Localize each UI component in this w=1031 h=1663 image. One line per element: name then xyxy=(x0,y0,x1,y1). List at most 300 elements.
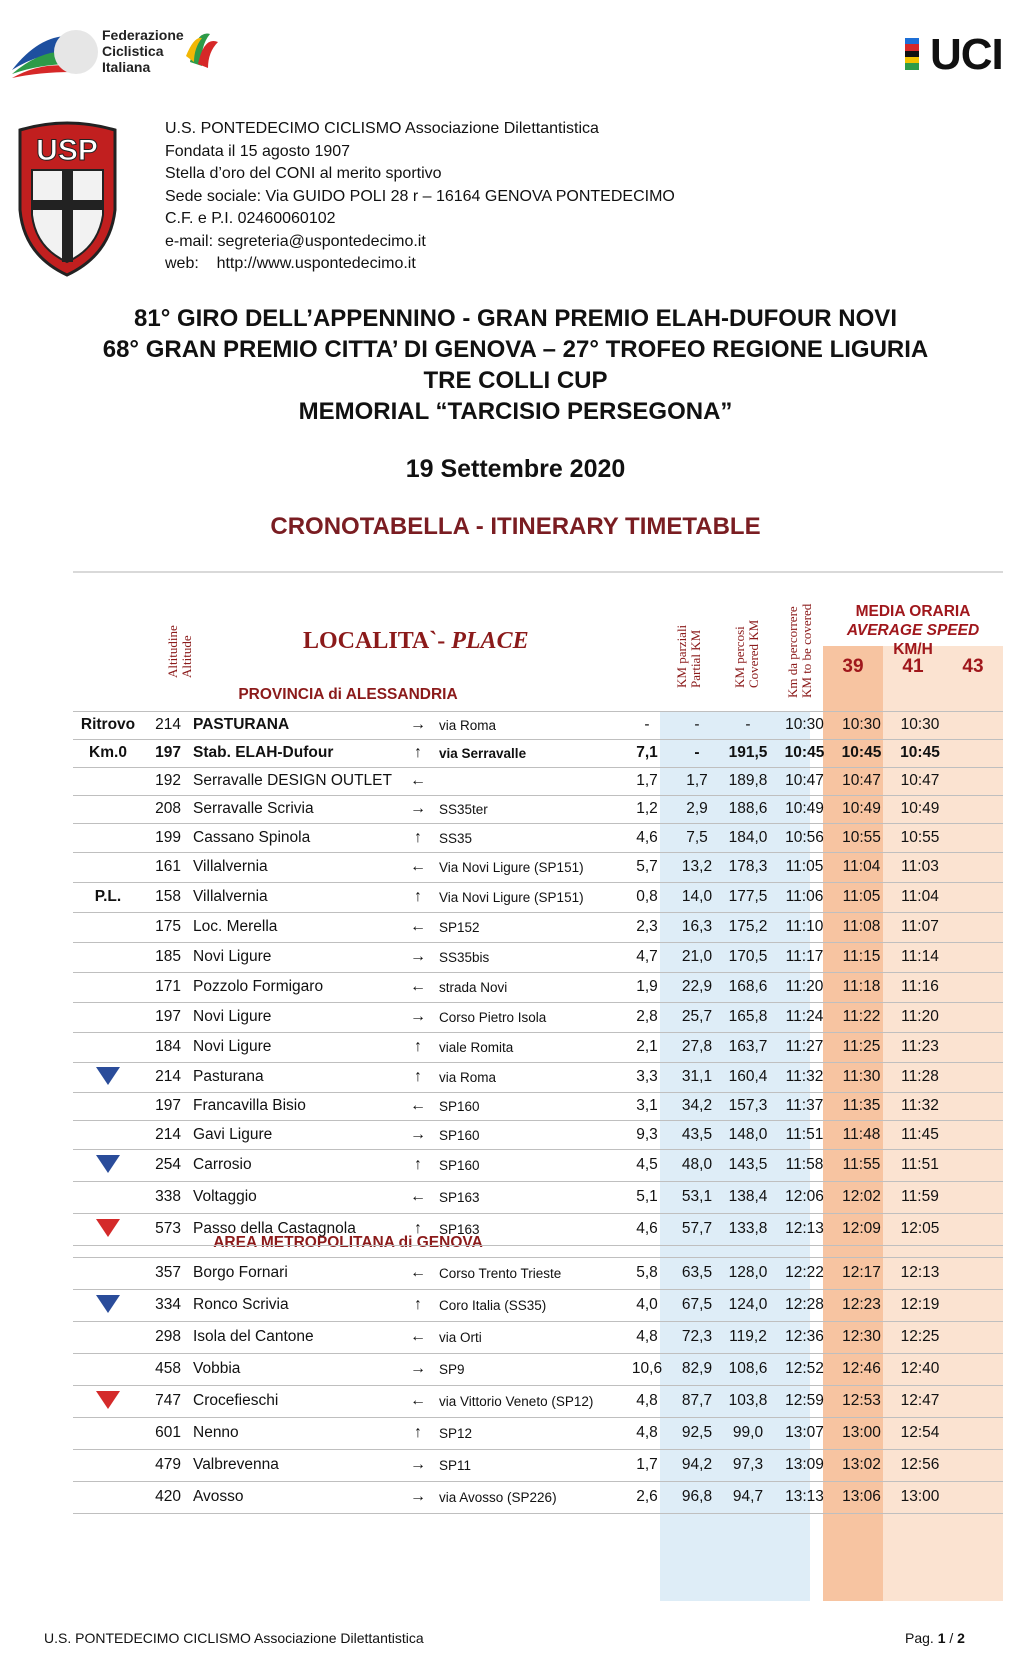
uci-logo: UCI xyxy=(930,30,1003,79)
row-covered-km: 22,9 xyxy=(681,978,713,995)
row-covered-km: 2,9 xyxy=(686,800,708,817)
row-remaining-km: 99,0 xyxy=(732,1424,764,1441)
row-altitude: 161 xyxy=(155,858,181,875)
section-genova: AREA METROPOLITANA di GENOVA xyxy=(213,1234,483,1251)
row-altitude: 175 xyxy=(155,918,181,935)
descent-triangle-icon xyxy=(96,1067,120,1085)
row-partial-km: 1,7 xyxy=(636,772,658,789)
event-title-2: 68° GRAN PREMIO CITTA’ DI GENOVA – 27° TROFEO REGIONE LIGURIA xyxy=(102,336,929,363)
row-direction-arrow: ← xyxy=(410,1392,426,1409)
table-row xyxy=(73,942,1003,973)
row-road: SP11 xyxy=(439,1458,472,1473)
row-remaining-km: 97,3 xyxy=(732,1456,764,1473)
row-place: Pozzolo Formigaro xyxy=(193,978,324,995)
row-direction-arrow: ↑ xyxy=(414,1068,422,1085)
table-row xyxy=(73,1032,1003,1063)
club-tax-id: C.F. e P.I. 02460060102 xyxy=(165,210,336,227)
row-partial-km: - xyxy=(644,716,650,733)
row-road: via Roma xyxy=(439,718,497,733)
club-web[interactable]: web: http://www.uspontedecimo.it xyxy=(165,255,416,272)
row-direction-arrow: ← xyxy=(410,1264,426,1281)
row-place: Nenno xyxy=(193,1424,239,1441)
row-note: Km.0 xyxy=(89,744,127,761)
row-place: Villalvernia xyxy=(193,888,268,905)
row-road: SP12 xyxy=(439,1426,473,1441)
row-time-39: 12:13 xyxy=(785,1220,824,1237)
row-time-41: 12:23 xyxy=(842,1296,881,1313)
row-road: SP160 xyxy=(439,1158,480,1173)
row-time-39: 12:06 xyxy=(785,1188,824,1205)
table-row xyxy=(73,1353,1003,1386)
row-direction-arrow: ↑ xyxy=(414,1038,422,1055)
table-row xyxy=(73,852,1003,883)
row-altitude: 185 xyxy=(155,948,181,965)
row-time-43: 12:54 xyxy=(900,1424,940,1441)
row-place: Passo della Castagnola xyxy=(193,1220,356,1237)
row-place: Stab. ELAH-Dufour xyxy=(193,744,334,761)
row-time-43: 11:04 xyxy=(901,888,939,905)
row-direction-arrow: ← xyxy=(410,772,426,789)
row-partial-km: 4,5 xyxy=(636,1156,658,1173)
row-partial-km: 4,6 xyxy=(636,1220,658,1237)
row-direction-arrow: ↑ xyxy=(414,1296,422,1313)
row-covered-km: 13,2 xyxy=(681,858,713,875)
table-row xyxy=(73,1449,1003,1482)
row-covered-km: 7,5 xyxy=(686,829,708,846)
row-time-43: 12:56 xyxy=(900,1456,940,1473)
row-time-41: 11:22 xyxy=(842,1008,881,1025)
row-remaining-km: 128,0 xyxy=(728,1264,768,1281)
average-speed-header: MEDIA ORARIA AVERAGE SPEED KM/H xyxy=(846,603,980,658)
speed-41-header: 41 xyxy=(902,656,924,677)
row-covered-km: 82,9 xyxy=(681,1360,713,1377)
row-partial-km: 4,8 xyxy=(636,1424,658,1441)
descent-triangle-icon xyxy=(96,1295,120,1313)
table-row xyxy=(73,1120,1003,1150)
row-time-43: 11:23 xyxy=(901,1038,939,1055)
row-altitude: 420 xyxy=(155,1488,181,1505)
row-direction-arrow: ← xyxy=(410,858,426,875)
row-time-41: 11:04 xyxy=(842,858,881,875)
divider xyxy=(73,571,1003,573)
row-altitude: 197 xyxy=(155,1097,181,1114)
row-time-39: 11:51 xyxy=(785,1126,824,1143)
row-place: Valbrevenna xyxy=(193,1456,279,1473)
timetable-title: CRONOTABELLA - ITINERARY TIMETABLE xyxy=(270,513,761,540)
row-remaining-km: 168,6 xyxy=(728,978,768,995)
row-time-41: 11:30 xyxy=(842,1068,881,1085)
row-time-43: 11:32 xyxy=(901,1097,939,1114)
row-time-43: 10:47 xyxy=(900,772,940,789)
row-road: via Roma xyxy=(439,1070,497,1085)
row-altitude: 458 xyxy=(155,1360,181,1377)
row-time-41: 11:25 xyxy=(842,1038,881,1055)
row-direction-arrow: ↑ xyxy=(414,1220,422,1237)
row-altitude: 338 xyxy=(155,1188,181,1205)
row-time-39: 13:09 xyxy=(785,1456,824,1473)
row-time-39: 12:52 xyxy=(785,1360,824,1377)
row-altitude: 197 xyxy=(155,744,181,761)
row-time-39: 11:17 xyxy=(785,948,824,965)
club-award: Stella d’oro del CONI al merito sportivo xyxy=(165,165,442,182)
section-alessandria: PROVINCIA di ALESSANDRIA xyxy=(238,686,458,703)
row-remaining-km: 160,4 xyxy=(728,1068,768,1085)
row-place: Villalvernia xyxy=(193,858,268,875)
row-covered-km: 34,2 xyxy=(681,1097,713,1114)
altitude-header: Altitudine Altitude xyxy=(165,625,194,678)
row-road: via Orti xyxy=(439,1330,482,1345)
row-covered-km: 96,8 xyxy=(681,1488,713,1505)
row-altitude: 747 xyxy=(155,1392,181,1409)
row-partial-km: 2,6 xyxy=(636,1488,658,1505)
row-time-39: 10:45 xyxy=(784,744,825,761)
row-remaining-km: 184,0 xyxy=(728,829,768,846)
place-header: LOCALITA`- PLACE xyxy=(303,628,529,654)
table-row xyxy=(73,882,1003,913)
row-altitude: 158 xyxy=(155,888,181,905)
row-covered-km: 87,7 xyxy=(681,1392,713,1409)
row-time-43: 10:55 xyxy=(900,829,940,846)
row-time-41: 10:47 xyxy=(842,772,881,789)
row-time-43: 11:16 xyxy=(901,978,939,995)
table-row xyxy=(73,1092,1003,1121)
row-remaining-km: 163,7 xyxy=(728,1038,768,1055)
climb-triangle-icon xyxy=(96,1391,120,1409)
row-covered-km: 43,5 xyxy=(681,1126,713,1143)
row-altitude: 208 xyxy=(155,800,181,817)
row-time-43: 11:59 xyxy=(901,1188,939,1205)
club-address: Sede sociale: Via GUIDO POLI 28 r – 16164 GENOVA PONTEDECIMO xyxy=(165,187,675,205)
table-row xyxy=(73,1213,1003,1246)
row-time-41: 12:30 xyxy=(842,1328,881,1345)
row-partial-km: 9,3 xyxy=(636,1126,658,1143)
row-direction-arrow: ↑ xyxy=(414,829,422,846)
row-covered-km: 94,2 xyxy=(681,1456,713,1473)
row-partial-km: 7,1 xyxy=(636,744,658,761)
row-place: Novi Ligure xyxy=(193,1038,272,1055)
row-altitude: 479 xyxy=(155,1456,181,1473)
row-partial-km: 1,2 xyxy=(636,800,658,817)
row-direction-arrow: → xyxy=(410,800,426,817)
speed-39-header: 39 xyxy=(842,656,864,677)
row-remaining-km: 119,2 xyxy=(729,1328,767,1345)
row-altitude: 199 xyxy=(155,829,181,846)
table-row xyxy=(73,711,1003,740)
row-altitude: 192 xyxy=(155,772,181,789)
row-road: Coro Italia (SS35) xyxy=(439,1298,547,1313)
row-place: Serravalle DESIGN OUTLET xyxy=(193,772,392,789)
row-time-41: 11:05 xyxy=(842,888,881,905)
row-place: Francavilla Bisio xyxy=(193,1097,306,1114)
row-time-41: 12:46 xyxy=(842,1360,881,1377)
row-place: Gavi Ligure xyxy=(193,1126,273,1143)
speed-43-header: 43 xyxy=(962,656,984,677)
row-time-39: 10:56 xyxy=(785,829,824,846)
row-road: SP163 xyxy=(439,1222,480,1237)
row-time-43: 10:45 xyxy=(900,744,940,761)
row-partial-km: 4,8 xyxy=(636,1392,658,1409)
row-road: SP160 xyxy=(439,1128,480,1143)
row-place: Cassano Spinola xyxy=(193,829,311,846)
row-altitude: 357 xyxy=(155,1264,181,1281)
row-covered-km: 25,7 xyxy=(681,1008,713,1025)
row-time-41: 12:53 xyxy=(842,1392,881,1409)
row-covered-km: - xyxy=(694,716,700,733)
row-partial-km: 4,7 xyxy=(636,948,658,965)
table-row xyxy=(73,1289,1003,1322)
row-altitude: 214 xyxy=(155,1068,181,1085)
table-row xyxy=(73,739,1003,768)
row-time-43: 12:19 xyxy=(900,1296,940,1313)
row-altitude: 171 xyxy=(155,978,181,995)
row-time-43: 11:20 xyxy=(901,1008,939,1025)
table-row xyxy=(73,912,1003,943)
row-road: Via Novi Ligure (SP151) xyxy=(439,860,584,875)
row-time-41: 11:18 xyxy=(842,978,881,995)
row-time-39: 11:20 xyxy=(785,978,824,995)
row-direction-arrow: → xyxy=(410,716,426,733)
row-remaining-km: 175,2 xyxy=(728,918,768,935)
row-remaining-km: 188,6 xyxy=(728,800,768,817)
row-time-39: 11:24 xyxy=(785,1008,824,1025)
row-time-41: 10:30 xyxy=(842,716,881,733)
row-time-41: 12:09 xyxy=(842,1220,881,1237)
row-partial-km: 4,6 xyxy=(636,829,658,846)
row-time-43: 11:07 xyxy=(901,918,939,935)
row-partial-km: 1,9 xyxy=(636,978,658,995)
table-row xyxy=(73,1385,1003,1418)
row-covered-km: 57,7 xyxy=(681,1220,713,1237)
row-partial-km: 10,6 xyxy=(631,1360,663,1377)
row-partial-km: 5,8 xyxy=(636,1264,658,1281)
row-place: Carrosio xyxy=(193,1156,252,1173)
row-remaining-km: 178,3 xyxy=(728,858,768,875)
table-row xyxy=(73,823,1003,853)
row-place: Serravalle Scrivia xyxy=(193,800,314,817)
row-altitude: 214 xyxy=(155,716,181,733)
row-partial-km: 3,1 xyxy=(636,1097,658,1114)
row-place: Crocefieschi xyxy=(193,1392,279,1409)
row-note: Ritrovo xyxy=(80,716,136,733)
row-covered-km: 21,0 xyxy=(681,948,713,965)
row-time-43: 11:14 xyxy=(901,948,939,965)
row-remaining-km: 191,5 xyxy=(728,744,768,761)
row-time-41: 13:00 xyxy=(842,1424,881,1441)
row-partial-km: 4,8 xyxy=(636,1328,658,1345)
row-remaining-km: 103,8 xyxy=(728,1392,768,1409)
row-time-39: 12:28 xyxy=(785,1296,824,1313)
partial-km-header: KM parziali Partial KM xyxy=(674,624,703,688)
row-direction-arrow: → xyxy=(410,1360,426,1377)
row-altitude: 573 xyxy=(155,1220,181,1237)
row-covered-km: 67,5 xyxy=(681,1296,713,1313)
row-note: P.L. xyxy=(94,888,122,905)
row-road: SP9 xyxy=(439,1362,465,1377)
fci-name: Federazione Ciclistica Italiana xyxy=(102,27,184,75)
row-place: Vobbia xyxy=(193,1360,241,1377)
table-row xyxy=(73,795,1003,824)
row-time-43: 12:13 xyxy=(900,1264,940,1281)
svg-text:USP: USP xyxy=(36,134,98,167)
row-time-39: 11:10 xyxy=(785,918,824,935)
row-time-43: 12:05 xyxy=(900,1220,940,1237)
row-covered-km: 48,0 xyxy=(681,1156,713,1173)
row-remaining-km: 138,4 xyxy=(728,1188,768,1205)
event-title-3: TRE COLLI CUP xyxy=(423,367,608,394)
row-covered-km: 14,0 xyxy=(681,888,713,905)
event-date: 19 Settembre 2020 xyxy=(405,455,626,483)
row-direction-arrow: → xyxy=(410,948,426,965)
row-altitude: 298 xyxy=(155,1328,181,1345)
event-titles xyxy=(0,303,1031,427)
row-covered-km: 72,3 xyxy=(681,1328,713,1345)
row-time-43: 13:00 xyxy=(900,1488,940,1505)
row-time-43: 12:47 xyxy=(900,1392,940,1409)
row-remaining-km: 124,0 xyxy=(728,1296,768,1313)
row-time-39: 10:30 xyxy=(785,716,824,733)
row-time-41: 10:45 xyxy=(841,744,882,761)
row-time-41: 12:17 xyxy=(842,1264,881,1281)
row-covered-km: 27,8 xyxy=(681,1038,713,1055)
row-covered-km: 31,1 xyxy=(681,1068,713,1085)
row-road: SS35bis xyxy=(439,950,490,965)
row-time-43: 10:49 xyxy=(900,800,940,817)
club-founded: Fondata il 15 agosto 1907 xyxy=(165,142,351,160)
club-info xyxy=(165,118,675,276)
table-row xyxy=(73,767,1003,796)
climb-triangle-icon xyxy=(96,1219,120,1237)
row-direction-arrow: → xyxy=(410,1126,426,1143)
row-covered-km: 16,3 xyxy=(681,918,713,935)
row-partial-km: 0,8 xyxy=(636,888,658,905)
row-place: Avosso xyxy=(193,1488,244,1505)
row-direction-arrow: ← xyxy=(410,1188,426,1205)
row-time-41: 13:06 xyxy=(842,1488,881,1505)
row-remaining-km: 165,8 xyxy=(728,1008,768,1025)
table-row xyxy=(73,1481,1003,1514)
row-time-43: 12:25 xyxy=(900,1328,940,1345)
row-time-39: 11:06 xyxy=(785,888,824,905)
row-direction-arrow: ← xyxy=(410,1328,426,1345)
row-road: viale Romita xyxy=(439,1040,514,1055)
remaining-km-header: Km da percorrere KM to be covered xyxy=(785,603,814,698)
row-road: via Serravalle xyxy=(439,746,527,761)
row-altitude: 254 xyxy=(155,1156,181,1173)
row-place: Voltaggio xyxy=(193,1188,257,1205)
uci-rainbow-icon xyxy=(905,38,919,70)
event-title-4: MEMORIAL “TARCISIO PERSEGONA” xyxy=(298,398,733,425)
row-time-41: 11:48 xyxy=(842,1126,881,1143)
row-partial-km: 2,8 xyxy=(636,1008,658,1025)
row-covered-km: 53,1 xyxy=(681,1188,713,1205)
row-direction-arrow: ← xyxy=(410,978,426,995)
row-direction-arrow: ↑ xyxy=(414,1156,422,1173)
row-partial-km: 3,3 xyxy=(636,1068,658,1085)
row-time-41: 11:35 xyxy=(842,1097,881,1114)
row-road: Via Novi Ligure (SP151) xyxy=(439,890,584,905)
row-remaining-km: 108,6 xyxy=(728,1360,768,1377)
row-time-43: 12:40 xyxy=(900,1360,940,1377)
row-altitude: 214 xyxy=(155,1126,181,1143)
club-name: U.S. PONTEDECIMO CICLISMO Associazione Dilettantistica xyxy=(165,120,599,137)
row-partial-km: 2,3 xyxy=(636,918,658,935)
row-remaining-km: 189,8 xyxy=(728,772,768,789)
page-number: Pag. 1 / 2 xyxy=(905,1630,965,1646)
table-row xyxy=(73,1149,1003,1182)
row-time-41: 11:55 xyxy=(842,1156,881,1173)
table-row xyxy=(73,1321,1003,1354)
row-remaining-km: - xyxy=(745,716,751,733)
row-time-39: 10:49 xyxy=(785,800,824,817)
row-time-39: 11:27 xyxy=(785,1038,824,1055)
row-place: Borgo Fornari xyxy=(193,1264,288,1281)
table-row xyxy=(73,1002,1003,1033)
row-place: Isola del Cantone xyxy=(193,1328,314,1345)
row-time-39: 12:36 xyxy=(785,1328,824,1345)
row-altitude: 184 xyxy=(155,1038,181,1055)
usp-shield-logo xyxy=(10,120,125,278)
row-direction-arrow: → xyxy=(410,1488,426,1505)
row-direction-arrow: ← xyxy=(410,1097,426,1114)
row-time-41: 11:15 xyxy=(842,948,881,965)
row-place: Loc. Merella xyxy=(193,918,278,935)
row-covered-km: 1,7 xyxy=(686,772,708,789)
row-remaining-km: 133,8 xyxy=(728,1220,768,1237)
row-partial-km: 2,1 xyxy=(636,1038,658,1055)
row-time-43: 11:28 xyxy=(901,1068,939,1085)
row-road: via Avosso (SP226) xyxy=(439,1490,557,1505)
table-row xyxy=(73,972,1003,1003)
club-email[interactable]: e-mail: segreteria@uspontedecimo.it xyxy=(165,232,426,250)
row-time-39: 13:07 xyxy=(785,1424,824,1441)
row-covered-km: - xyxy=(694,744,700,761)
row-time-39: 13:13 xyxy=(785,1488,824,1505)
table-row xyxy=(73,1181,1003,1214)
row-direction-arrow: → xyxy=(410,1456,426,1473)
row-time-39: 12:59 xyxy=(785,1392,824,1409)
row-time-41: 10:49 xyxy=(842,800,881,817)
row-road: via Vittorio Veneto (SP12) xyxy=(439,1394,594,1409)
row-remaining-km: 157,3 xyxy=(728,1097,768,1114)
row-time-39: 11:58 xyxy=(785,1156,824,1173)
row-road: SP152 xyxy=(439,920,480,935)
row-partial-km: 1,7 xyxy=(636,1456,658,1473)
row-place: PASTURANA xyxy=(193,716,290,733)
table-row xyxy=(73,1257,1003,1290)
covered-km-header: KM percosi Covered KM xyxy=(732,619,761,688)
row-road: SP160 xyxy=(439,1099,480,1114)
row-time-41: 13:02 xyxy=(842,1456,881,1473)
row-time-43: 10:30 xyxy=(900,716,940,733)
row-direction-arrow: ↑ xyxy=(414,1424,422,1441)
row-time-41: 10:55 xyxy=(842,829,881,846)
row-direction-arrow: → xyxy=(410,1008,426,1025)
row-time-39: 12:22 xyxy=(785,1264,824,1281)
row-road: SS35 xyxy=(439,831,473,846)
row-time-39: 11:37 xyxy=(785,1097,824,1114)
row-altitude: 601 xyxy=(155,1424,181,1441)
row-remaining-km: 94,7 xyxy=(732,1488,764,1505)
row-road: SS35ter xyxy=(439,802,488,817)
row-remaining-km: 170,5 xyxy=(728,948,768,965)
row-partial-km: 4,0 xyxy=(636,1296,658,1313)
row-time-43: 11:03 xyxy=(901,858,939,875)
row-altitude: 197 xyxy=(155,1008,181,1025)
row-time-43: 11:51 xyxy=(901,1156,939,1173)
row-time-41: 12:02 xyxy=(842,1188,881,1205)
row-direction-arrow: ↑ xyxy=(414,744,422,761)
table-row xyxy=(73,1062,1003,1093)
